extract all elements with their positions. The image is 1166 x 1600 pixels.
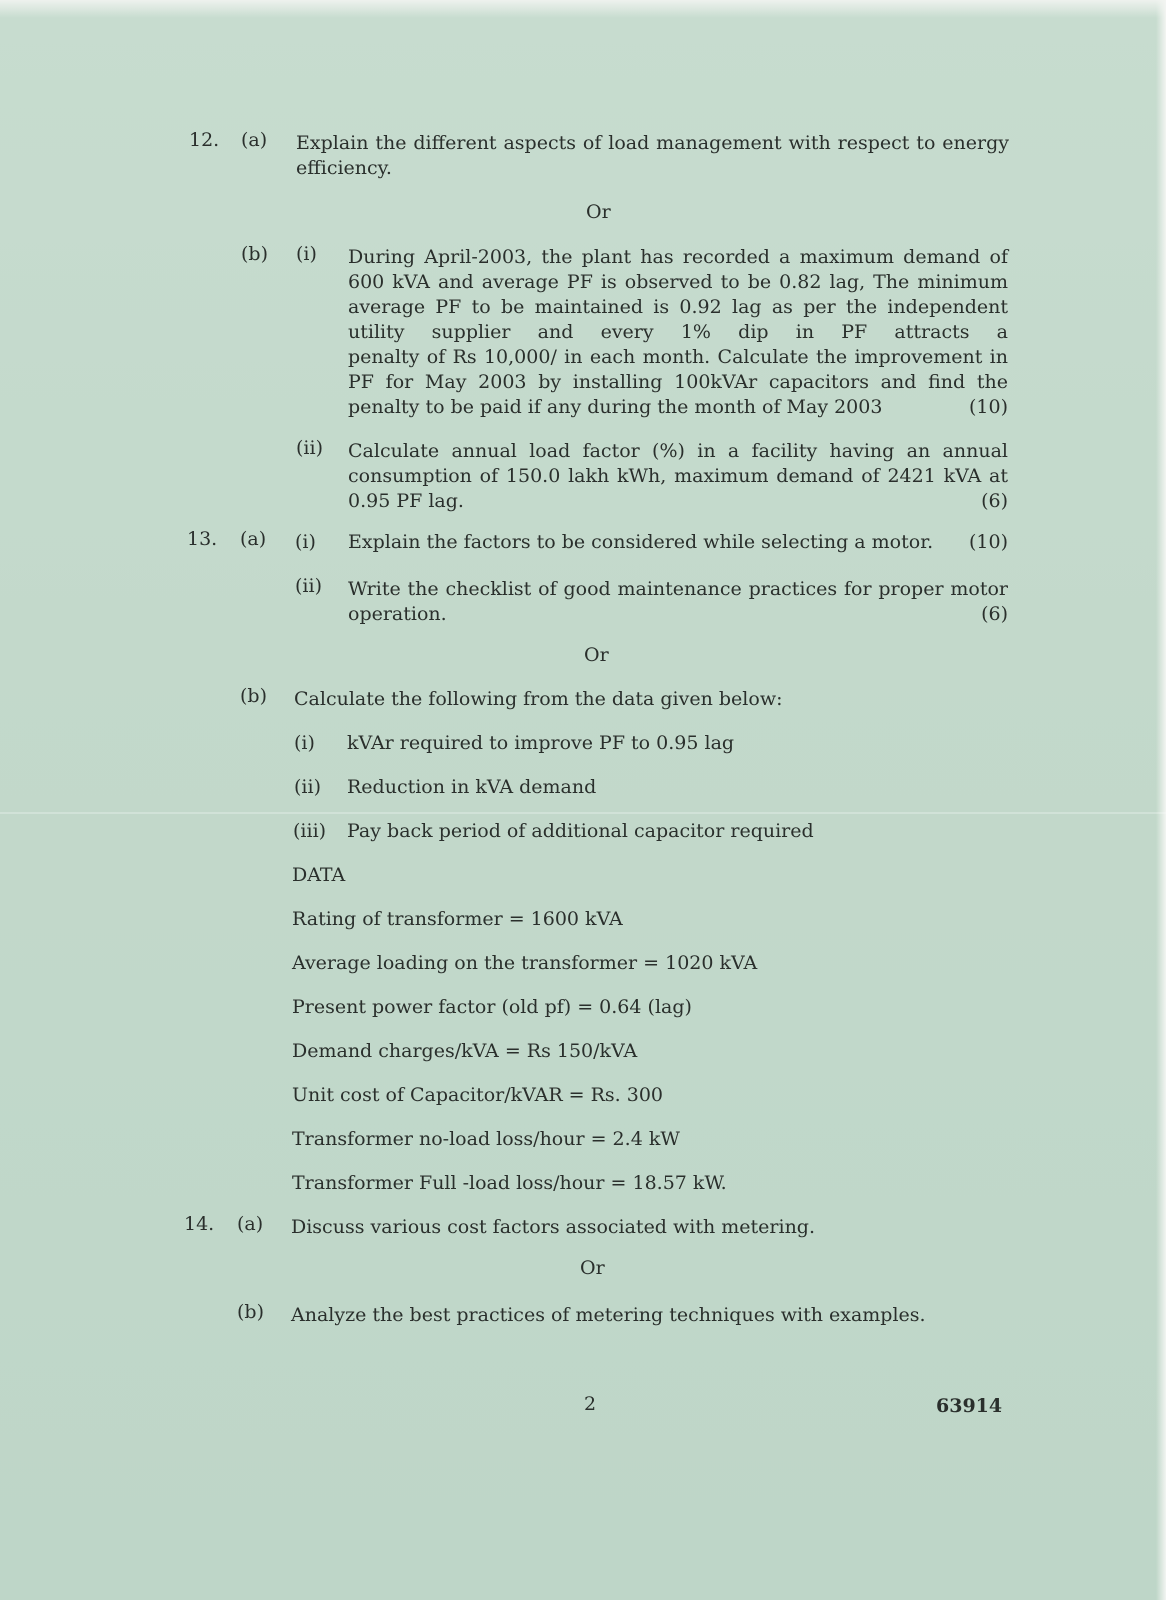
q13-b-data-line-5: Unit cost of Capacitor/kVAR = Rs. 300: [292, 1084, 664, 1106]
q13-or: Or: [584, 644, 609, 666]
q12-b-i-line-1: During April-2003, the plant has recorded a maximum demand of: [348, 246, 1008, 268]
q13-b-item-3-label: (iii): [293, 820, 327, 842]
q13-a-ii-text: [348, 577, 1008, 627]
q13-a-ii-line-1: Write the checklist of good maintenance practices for proper motor: [348, 578, 1008, 600]
q13-b-data-line-7: Transformer Full -load loss/hour = 18.57 kW.: [292, 1172, 727, 1194]
q12-b-i-line-6: PF for May 2003 by installing 100kVAr capacitors and find the: [348, 371, 1008, 393]
q12-b-i-line-7: penalty to be paid if any during the month of May 2003: [348, 396, 883, 418]
q13-b-item-1-label: (i): [294, 732, 315, 754]
q14-a-text: Discuss various cost factors associated with metering.: [291, 1216, 816, 1238]
q13-b-item-2-text: Reduction in kVA demand: [347, 776, 597, 798]
q13-b-data-line-1: Rating of transformer = 1600 kVA: [292, 908, 623, 930]
q13-b-data-line-6: Transformer no-load loss/hour = 2.4 kW: [292, 1128, 680, 1150]
q12-number: 12.: [189, 129, 220, 151]
q12-b-ii-label: (ii): [296, 437, 323, 459]
q14-or: Or: [580, 1257, 605, 1279]
paper-fold-line: [0, 812, 1166, 814]
q12-a-line-2: efficiency.: [296, 157, 392, 179]
q12-a-text: [296, 131, 1009, 181]
q13-b-intro: Calculate the following from the data given below:: [294, 688, 783, 710]
q12-b-i-line-5: penalty of Rs 10,000/ in each month. Calculate the improvement in: [348, 346, 1008, 368]
q12-b-i-marks: (10): [968, 396, 1008, 418]
page-right-edge: [1156, 0, 1166, 1600]
q13-b-label: (b): [240, 685, 267, 707]
q12-b-ii-marks: (6): [981, 490, 1008, 512]
q14-a-label: (a): [237, 1213, 264, 1235]
paper-code: 63914: [936, 1395, 1003, 1417]
q13-b-data-line-3: Present power factor (old pf) = 0.64 (lag): [292, 996, 692, 1018]
page-top-edge: [0, 0, 1166, 18]
q12-b-i-text: [348, 245, 1008, 420]
q13-a-i-marks: (10): [968, 531, 1008, 553]
q12-b-i-label: (i): [296, 243, 317, 265]
q12-b-ii-text: [348, 439, 1008, 514]
q13-a-ii-marks: (6): [981, 603, 1008, 625]
q12-b-ii-line-1: Calculate annual load factor (%) in a facility having an annual: [348, 440, 1008, 462]
q13-b-item-1-text: kVAr required to improve PF to 0.95 lag: [347, 732, 735, 754]
q14-b-text: Analyze the best practices of metering techniques with examples.: [291, 1304, 926, 1326]
q12-a-line-1: Explain the different aspects of load management with respect to energy: [296, 132, 1009, 154]
q13-b-data-line-4: Demand charges/kVA = Rs 150/kVA: [292, 1040, 638, 1062]
q13-a-i-text: Explain the factors to be considered while selecting a motor.: [348, 531, 934, 553]
q13-a-label: (a): [240, 528, 267, 550]
q12-b-ii-line-2: consumption of 150.0 lakh kWh, maximum demand of 2421 kVA at: [348, 465, 1008, 487]
q13-a-i-label: (i): [295, 531, 316, 553]
q12-b-ii-line-3: 0.95 PF lag.: [348, 490, 464, 512]
q12-b-i-line-4: utility supplier and every 1% dip in PF attracts a: [348, 321, 1008, 343]
page-number: 2: [584, 1393, 597, 1415]
q13-number: 13.: [187, 528, 218, 550]
q14-b-label: (b): [237, 1301, 264, 1323]
q13-b-data-line-2: Average loading on the transformer = 1020 kVA: [292, 952, 758, 974]
q13-b-item-3-text: Pay back period of additional capacitor required: [347, 820, 814, 842]
q13-b-data-heading: DATA: [292, 864, 346, 886]
q13-b-item-2-label: (ii): [294, 776, 321, 798]
q14-number: 14.: [184, 1213, 215, 1235]
q13-a-ii-label: (ii): [295, 575, 322, 597]
q12-b-i-line-2: 600 kVA and average PF is observed to be 0.82 lag, The minimum: [348, 271, 1008, 293]
q12-b-label: (b): [241, 243, 268, 265]
q13-a-ii-line-2: operation.: [348, 603, 447, 625]
q12-b-i-line-3: average PF to be maintained is 0.92 lag as per the independent: [348, 296, 1008, 318]
q12-a-label: (a): [241, 129, 268, 151]
q12-or: Or: [586, 201, 611, 223]
